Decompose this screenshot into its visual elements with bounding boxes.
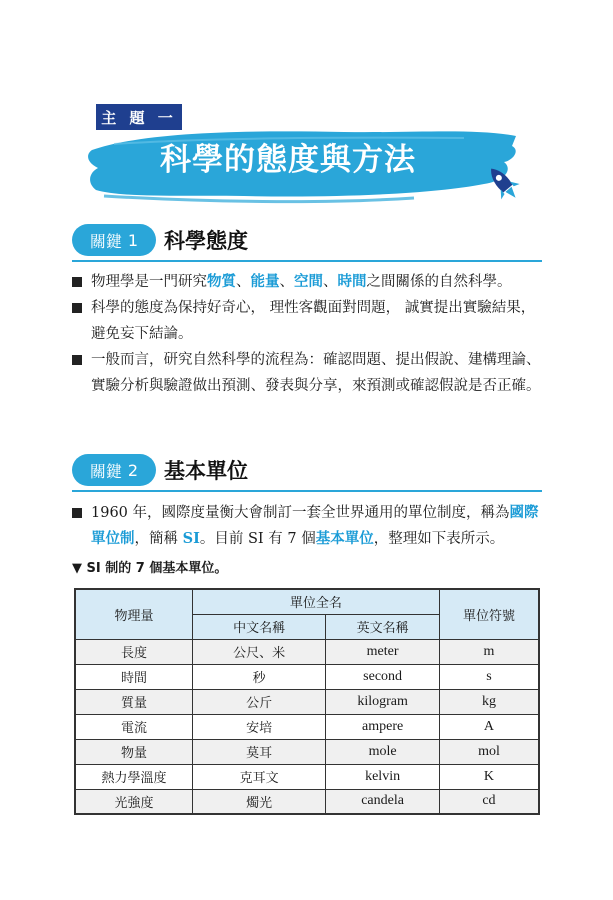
cell-chinese-name: 燭光 [192, 789, 325, 814]
text-run: ，簡稱 [134, 531, 183, 547]
text-run: 1960 年，國際度量衡大會制訂一套全世界通用的單位制度，稱為 [91, 505, 510, 521]
text-run: 。目前 SI 有 7 個 [199, 531, 316, 547]
key-badge-1 [72, 224, 156, 256]
topic-tag: 主 題 一 [96, 104, 182, 130]
header-english-name: 英文名稱 [326, 614, 440, 639]
bullet-text [91, 269, 542, 295]
cell-english-name: kilogram [326, 689, 440, 714]
cell-english-name: kelvin [326, 764, 440, 789]
cell-quantity: 熱力學溫度 [75, 764, 192, 789]
cell-symbol: mol [439, 739, 539, 764]
table-caption: ▼ SI 制的 7 個基本單位。 [72, 561, 228, 576]
cell-chinese-name: 秒 [192, 664, 325, 689]
key-badge-number: 1 [127, 230, 139, 250]
section-scientific-attitude [72, 226, 542, 262]
cell-symbol: K [439, 764, 539, 789]
bullet-text [91, 500, 542, 552]
cell-symbol: kg [439, 689, 539, 714]
highlighted-term: 國際單位制 [91, 504, 539, 547]
key-badge-2 [72, 454, 156, 486]
text-run: 、 [279, 274, 294, 290]
text-run: 之間關係的自然科學。 [366, 274, 512, 290]
highlighted-term: 時間 [337, 273, 367, 290]
chapter-title: 科學的態度與方法 [160, 142, 416, 178]
bullet-square-icon [72, 303, 82, 313]
highlighted-term: 基本單位 [315, 530, 374, 547]
cell-symbol: A [439, 714, 539, 739]
bullet-square-icon [72, 355, 82, 365]
bullet-item [72, 295, 542, 347]
cell-symbol: s [439, 664, 539, 689]
cell-chinese-name: 莫耳 [192, 739, 325, 764]
section2-bullets [72, 500, 542, 552]
cell-chinese-name: 公斤 [192, 689, 325, 714]
cell-quantity: 物量 [75, 739, 192, 764]
section-title: 基本單位 [164, 459, 248, 483]
table-row [75, 639, 539, 664]
text-run: 、 [236, 274, 251, 290]
cell-english-name: meter [326, 639, 440, 664]
highlighted-term: 空間 [294, 273, 323, 290]
cell-quantity: 光強度 [75, 789, 192, 814]
bullet-text [91, 347, 542, 399]
section1-bullets [72, 269, 542, 399]
bullet-item [72, 500, 542, 552]
section-basic-units [72, 456, 542, 492]
cell-chinese-name: 公尺、米 [192, 639, 325, 664]
bullet-square-icon [72, 508, 82, 518]
text-run: 、 [323, 274, 338, 290]
highlighted-term: 物質 [207, 273, 236, 290]
si-units-table [74, 588, 540, 815]
key-badge-number: 2 [127, 460, 139, 480]
bullet-square-icon [72, 277, 82, 287]
key-badge-label: 關鍵 [89, 461, 122, 481]
text-run: 物理學是一門研究 [91, 274, 207, 290]
cell-quantity: 質量 [75, 689, 192, 714]
table-row [75, 664, 539, 689]
highlighted-term: 能量 [250, 273, 280, 290]
highlighted-term: SI [182, 530, 200, 547]
key-badge-label: 關鍵 [89, 231, 122, 251]
header-symbol: 單位符號 [439, 589, 539, 639]
cell-symbol: cd [439, 789, 539, 814]
table-row [75, 689, 539, 714]
table-row [75, 714, 539, 739]
header-quantity: 物理量 [75, 589, 192, 639]
bullet-item [72, 269, 542, 295]
header-chinese-name: 中文名稱 [192, 614, 325, 639]
cell-quantity: 電流 [75, 714, 192, 739]
text-run: 科學的態度為保持好奇心， 理性客觀面對問題， 誠實提出實驗結果，避免妄下結論。 [91, 300, 536, 342]
bullet-item [72, 347, 542, 399]
cell-english-name: second [326, 664, 440, 689]
cell-english-name: candela [326, 789, 440, 814]
table-row [75, 789, 539, 814]
bullet-text [91, 295, 542, 347]
cell-english-name: ampere [326, 714, 440, 739]
cell-quantity: 長度 [75, 639, 192, 664]
header-fullname: 單位全名 [192, 589, 439, 614]
cell-chinese-name: 克耳文 [192, 764, 325, 789]
cell-quantity: 時間 [75, 664, 192, 689]
cell-symbol: m [439, 639, 539, 664]
table-row [75, 739, 539, 764]
table-row [75, 764, 539, 789]
text-run: ，整理如下表所示。 [373, 531, 505, 547]
cell-english-name: mole [326, 739, 440, 764]
text-run: 一般而言，研究自然科學的流程為：確認問題、提出假說、建構理論、實驗分析與驗證做出預測、發表與分享，來預測或確認假說是否正確。 [91, 352, 541, 394]
section-title: 科學態度 [164, 229, 248, 253]
rocket-icon [480, 160, 528, 212]
cell-chinese-name: 安培 [192, 714, 325, 739]
